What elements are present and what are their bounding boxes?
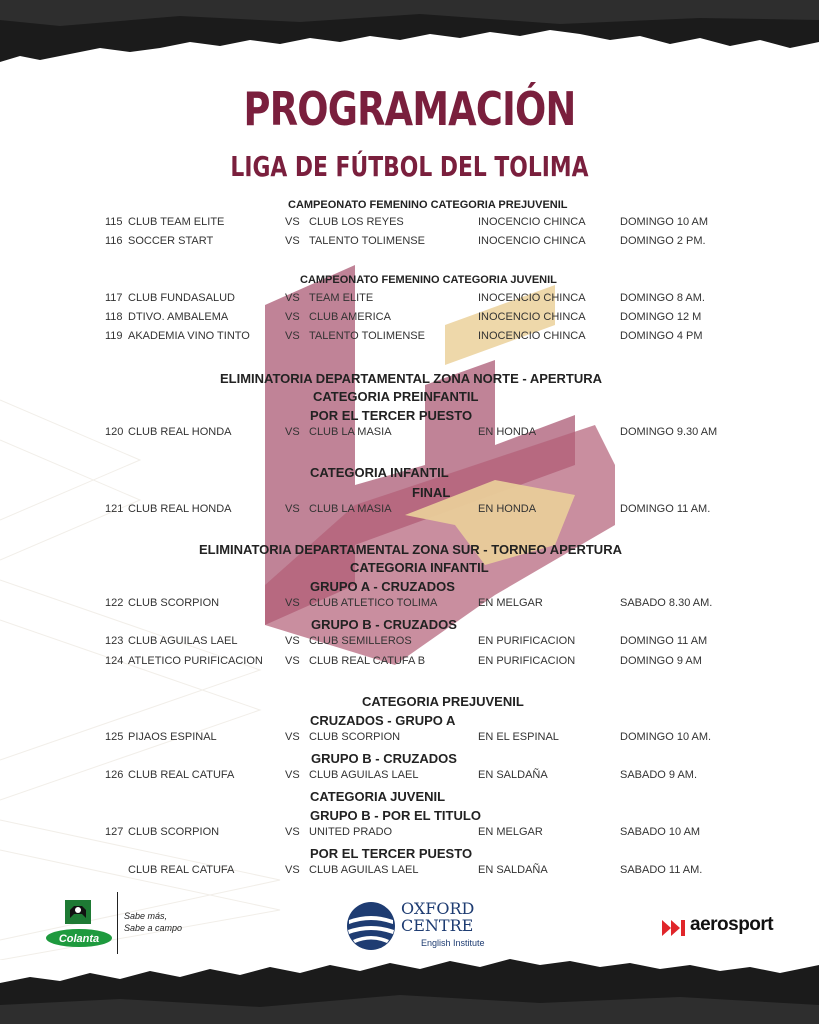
colanta-cow-icon (45, 900, 113, 948)
vs-label: VS (285, 235, 300, 247)
venue: INOCENCIO CHINCA (478, 216, 586, 228)
match-row (0, 769, 819, 785)
group-heading-cruzados-a: CRUZADOS - GRUPO A (310, 713, 456, 728)
vs-label: VS (285, 426, 300, 438)
match-row (0, 864, 819, 880)
match-number: 119 (105, 330, 123, 342)
vs-label: VS (285, 635, 300, 647)
group-heading-b-cruzados: GRUPO B - CRUZADOS (311, 617, 457, 632)
match-time: DOMINGO 11 AM. (620, 503, 711, 515)
colanta-tagline-line-2: Sabe a campo (124, 923, 183, 933)
category-heading-preinfantil: CATEGORIA PREINFANTIL (313, 389, 479, 404)
venue: EN MELGAR (478, 826, 543, 838)
match-number: 115 (105, 216, 123, 228)
vs-label: VS (285, 864, 300, 876)
home-team: DTIVO. AMBALEMA (128, 311, 229, 323)
vs-label: VS (285, 769, 300, 781)
vs-label: VS (285, 655, 300, 667)
venue: EN SALDAÑA (478, 864, 548, 876)
match-time: SABADO 10 AM (620, 826, 701, 838)
match-row (0, 635, 819, 651)
match-time: DOMINGO 10 AM. (620, 731, 712, 743)
vs-label: VS (285, 330, 300, 342)
globe-icon (345, 900, 397, 952)
away-team: CLUB REAL CATUFA B (309, 655, 426, 667)
oxford-subtitle: English Institute (421, 938, 485, 948)
category-heading-infantil: CATEGORIA INFANTIL (310, 465, 449, 480)
away-team: TALENTO TOLIMENSE (309, 235, 425, 247)
match-number: 122 (105, 597, 124, 609)
away-team: CLUB AGUILAS LAEL (309, 864, 419, 876)
oxford-line-1: OXFORD (401, 899, 475, 918)
home-team: CLUB REAL CATUFA (128, 864, 235, 876)
match-time: DOMINGO 11 AM (620, 635, 708, 647)
away-team: CLUB AGUILAS LAEL (309, 769, 419, 781)
stage-heading-tercer-puesto-juvenil: POR EL TERCER PUESTO (310, 846, 473, 861)
aerosport-wordmark: aerosport (690, 914, 774, 935)
away-team: CLUB LA MASIA (309, 426, 392, 438)
colanta-logo (45, 900, 113, 948)
match-row (0, 292, 819, 308)
oxford-wordmark (401, 900, 474, 934)
home-team: CLUB REAL HONDA (128, 426, 232, 438)
category-heading-prejuvenil: CATEGORIA PREJUVENIL (362, 694, 524, 709)
match-number: 121 (105, 503, 124, 515)
home-team: ATLETICO PURIFICACION (128, 655, 263, 667)
match-row (0, 655, 819, 671)
category-heading-infantil-sur: CATEGORIA INFANTIL (350, 560, 489, 575)
vs-label: VS (285, 503, 300, 515)
away-team: CLUB LOS REYES (309, 216, 404, 228)
venue: INOCENCIO CHINCA (478, 235, 586, 247)
sponsor-divider (117, 892, 118, 954)
sponsor-bar (0, 892, 819, 956)
home-team: CLUB FUNDASALUD (128, 292, 235, 304)
oxford-centre-logo (345, 898, 495, 956)
away-team: CLUB AMERICA (309, 311, 391, 323)
stage-heading-tercer-puesto: POR EL TERCER PUESTO (310, 408, 473, 423)
away-team: TEAM ELITE (309, 292, 374, 304)
match-row (0, 731, 819, 747)
match-time: DOMINGO 9.30 AM (620, 426, 718, 438)
vs-label: VS (285, 311, 300, 323)
match-time: DOMINGO 8 AM. (620, 292, 705, 304)
match-row (0, 597, 819, 613)
match-number: 126 (105, 769, 124, 781)
section-heading-femenino-juvenil: CAMPEONATO FEMENINO CATEGORIA JUVENIL (300, 274, 557, 286)
section-heading-zona-norte: ELIMINATORIA DEPARTAMENTAL ZONA NORTE - APERTURA (220, 371, 603, 386)
page-title: PROGRAMACIÓN (243, 82, 576, 136)
home-team: CLUB REAL HONDA (128, 503, 232, 515)
home-team: CLUB AGUILAS LAEL (128, 635, 238, 647)
match-row (0, 330, 819, 346)
match-number: 117 (105, 292, 123, 304)
venue: EN PURIFICACION (478, 655, 576, 667)
away-team: CLUB SCORPION (309, 731, 401, 743)
section-heading-femenino-prejuvenil: CAMPEONATO FEMENINO CATEGORIA PREJUVENIL (288, 199, 568, 211)
match-time: DOMINGO 12 M (620, 311, 702, 323)
venue: EN SALDAÑA (478, 769, 548, 781)
match-number: 116 (105, 235, 123, 247)
home-team: AKADEMIA VINO TINTO (128, 330, 250, 342)
match-number: 123 (105, 635, 124, 647)
venue: INOCENCIO CHINCA (478, 330, 586, 342)
colanta-tagline-line-1: Sabe más, (124, 911, 168, 921)
venue: EN EL ESPINAL (478, 731, 559, 743)
match-time: DOMINGO 9 AM (620, 655, 702, 667)
match-row (0, 235, 819, 251)
venue: EN MELGAR (478, 597, 543, 609)
home-team: PIJAOS ESPINAL (128, 731, 217, 743)
home-team: CLUB SCORPION (128, 597, 220, 609)
home-team: SOCCER START (128, 235, 214, 247)
home-team: CLUB REAL CATUFA (128, 769, 235, 781)
match-number: 120 (105, 426, 124, 438)
page-subtitle: LIGA DE FÚTBOL DEL TOLIMA (230, 150, 589, 183)
match-number: 118 (105, 311, 123, 323)
match-row (0, 311, 819, 327)
torn-paper-bottom (0, 955, 819, 1024)
group-heading-a-cruzados: GRUPO A - CRUZADOS (310, 579, 455, 594)
group-heading-b-por-el-titulo: GRUPO B - POR EL TITULO (310, 808, 481, 823)
venue: INOCENCIO CHINCA (478, 292, 586, 304)
vs-label: VS (285, 216, 300, 228)
away-team: CLUB LA MASIA (309, 503, 392, 515)
venue: INOCENCIO CHINCA (478, 311, 586, 323)
venue: EN HONDA (478, 503, 537, 515)
vs-label: VS (285, 826, 300, 838)
match-number: 125 (105, 731, 124, 743)
match-number: 127 (105, 826, 124, 838)
match-row (0, 826, 819, 842)
away-team: CLUB SEMILLEROS (309, 635, 412, 647)
venue: EN HONDA (478, 426, 537, 438)
vs-label: VS (285, 292, 300, 304)
match-row (0, 426, 819, 442)
away-team: CLUB ATLETICO TOLIMA (309, 597, 438, 609)
match-time: DOMINGO 2 PM. (620, 235, 706, 247)
group-heading-b-cruzados-prejuvenil: GRUPO B - CRUZADOS (311, 751, 457, 766)
match-number: 124 (105, 655, 124, 667)
section-heading-zona-sur: ELIMINATORIA DEPARTAMENTAL ZONA SUR - TORNEO APERTURA (199, 542, 622, 557)
category-heading-juvenil: CATEGORIA JUVENIL (310, 789, 446, 804)
match-time: SABADO 8.30 AM. (620, 597, 713, 609)
match-time: SABADO 11 AM. (620, 864, 703, 876)
stage-heading-final: FINAL (412, 485, 451, 500)
away-team: TALENTO TOLIMENSE (309, 330, 425, 342)
home-team: CLUB TEAM ELITE (128, 216, 225, 228)
fast-forward-icon (662, 916, 688, 940)
colanta-tagline (124, 910, 182, 934)
match-time: DOMINGO 10 AM (620, 216, 709, 228)
match-time: SABADO 9 AM. (620, 769, 698, 781)
venue: EN PURIFICACION (478, 635, 576, 647)
home-team: CLUB SCORPION (128, 826, 220, 838)
away-team: UNITED PRADO (309, 826, 393, 838)
vs-label: VS (285, 731, 300, 743)
match-time: DOMINGO 4 PM (620, 330, 703, 342)
torn-paper-top (0, 0, 819, 70)
colanta-wordmark: Colanta (58, 933, 100, 945)
oxford-line-2: CENTRE (401, 916, 474, 935)
vs-label: VS (285, 597, 300, 609)
match-row (0, 503, 819, 519)
match-row (0, 216, 819, 232)
